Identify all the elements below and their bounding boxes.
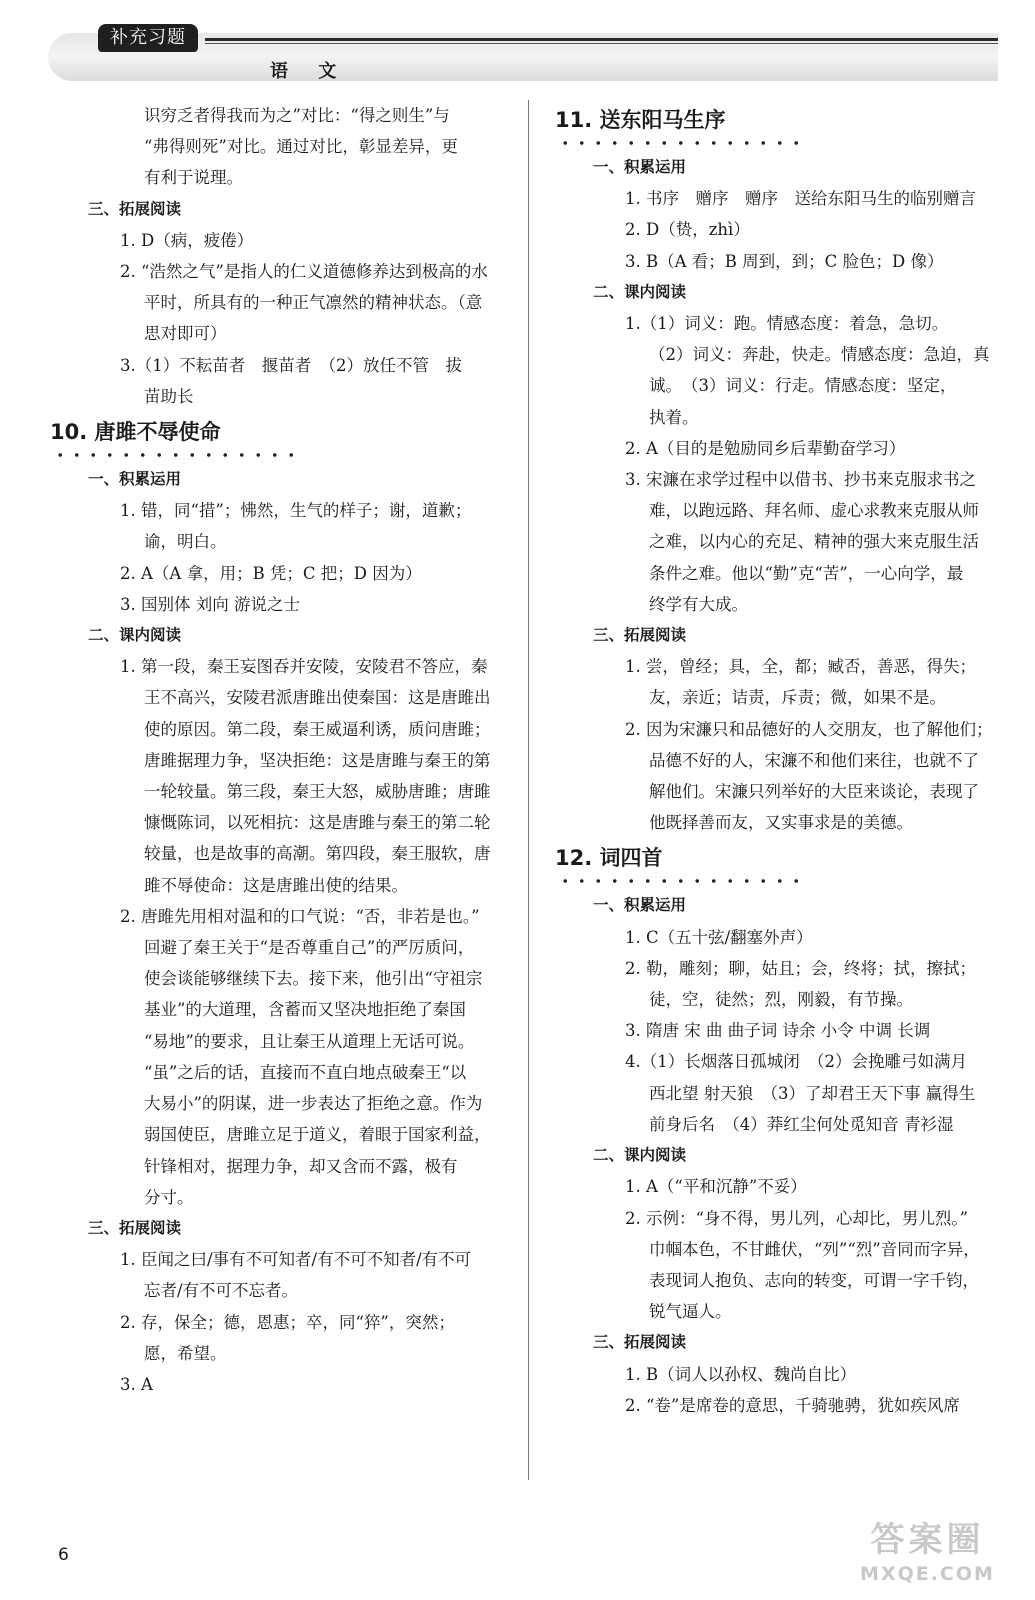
section-heading: 三、拓展阅读 xyxy=(593,1333,687,1352)
lesson-title xyxy=(555,838,1015,890)
answer-line: 谕，明白。 xyxy=(144,532,227,552)
section-heading: 三、拓展阅读 xyxy=(88,199,182,218)
answer-line: 3.（1）不耘苗者 揠苗者 （2）放任不管 拔 xyxy=(120,355,462,375)
answer-line: 西北望 射天狼 （3）了却君王天下事 赢得生 xyxy=(649,1083,976,1103)
answer-line: 锐气逼人。 xyxy=(649,1302,732,1322)
answer-line: 识穷乏者得我而为之”对比：“得之则生”与 xyxy=(144,106,450,125)
lesson-title-text: 11. 送东阳马生序 xyxy=(555,108,726,132)
answer-line: 回避了秦王关于“是否尊重自己”的严厉质问， xyxy=(144,938,475,958)
answer-line: 1. D（病，疲倦） xyxy=(120,230,254,250)
answer-line: 他既择善而友，又实事求是的美德。 xyxy=(649,813,913,833)
answer-line: 基业”的大道理，含蓄而又坚决地拒绝了秦国 xyxy=(144,1000,466,1020)
answer-line: 1. C（五十弦/翻塞外声） xyxy=(625,927,813,947)
section-heading: 三、拓展阅读 xyxy=(593,626,687,645)
answer-line: 针锋相对，据理力争，却又含而不露，极有 xyxy=(144,1156,458,1176)
answer-line: 慷慨陈词，以死相抗：这是唐雎与秦王的第二轮 xyxy=(144,813,491,833)
answer-line: 分寸。 xyxy=(144,1187,194,1207)
answer-line: “易地”的要求，且让秦王从道理上无话可说。 xyxy=(144,1031,475,1051)
answer-line: 有利于说理。 xyxy=(144,168,243,188)
section-heading: 一、积累运用 xyxy=(593,158,687,176)
answer-line: 2. 勒，雕刻；聊，姑且；会，终将；拭，擦拭； xyxy=(625,958,976,978)
answer-line: 之难，以内心的充足、精神的强大来克服生活 xyxy=(649,532,979,552)
right-column xyxy=(555,100,1015,1421)
answer-line: 唐雎据理力争，坚决拒绝：这是唐雎与秦王的第 xyxy=(144,750,491,770)
answer-line: 1. A（“平和沉静”不妥） xyxy=(625,1177,807,1197)
answer-line: “虽”之后的话，直接而不直白地点破秦王“以 xyxy=(144,1062,467,1082)
answer-line: 3. B（A 看；B 周到，到；C 脸色；D 像） xyxy=(625,251,944,271)
answer-line: 3. 国别体 刘向 游说之士 xyxy=(120,594,300,614)
answer-line: 终学有大成。 xyxy=(649,594,748,614)
answer-line: 2. D（贽，zhì） xyxy=(625,220,750,240)
answer-line: 大易小”的阴谋，进一步表达了拒绝之意。作为 xyxy=(144,1094,483,1114)
header-rule xyxy=(205,38,998,41)
section-heading: 三、拓展阅读 xyxy=(88,1218,182,1237)
answer-line: 一轮较量。第三段，秦王大怒，威胁唐雎；唐雎 xyxy=(144,782,491,802)
dotted-underline xyxy=(52,452,302,458)
answer-line: 1. 错，同“措”；怫然，生气的样子；谢，道歉； xyxy=(120,501,472,521)
lesson-title-text: 12. 词四首 xyxy=(555,846,663,871)
answer-line: 较量，也是故事的高潮。第四段，秦王服软，唐 xyxy=(144,844,491,864)
answer-line: 表现词人抱负、志向的转变，可谓一字千钧， xyxy=(649,1270,979,1290)
answer-line: 3. A xyxy=(120,1374,153,1394)
column-divider xyxy=(528,100,529,1480)
answer-line: 解他们。宋濂只列举好的大臣来谈论，表现了 xyxy=(649,782,979,802)
answer-line: 1. 书序 赠序 赠序 送给东阳马生的临别赠言 xyxy=(625,189,976,209)
lesson-title xyxy=(50,412,510,464)
answer-line: 苗助长 xyxy=(144,386,194,406)
dotted-underline xyxy=(557,140,807,146)
answer-line: 4.（1）长烟落日孤城闭 （2）会挽雕弓如满月 xyxy=(625,1052,967,1072)
answer-line: 难，以跑远路、拜名师、虚心求教来克服从师 xyxy=(649,501,979,521)
answer-line: 思对即可） xyxy=(144,324,227,344)
left-column xyxy=(50,100,510,1400)
answer-line: （2）词义：奔赴，快走。情感态度：急迫，真 xyxy=(649,345,990,365)
lesson-title-text: 10. 唐雎不辱使命 xyxy=(50,420,221,445)
answer-line: 使会谈能够继续下去。接下来，他引出“守祖宗 xyxy=(144,969,483,989)
section-heading: 二、课内阅读 xyxy=(593,282,687,301)
header-tab-label: 补充习题 xyxy=(98,24,198,52)
answer-line: 1. B（词人以孙权、魏尚自比） xyxy=(625,1364,857,1384)
page-number: 6 xyxy=(58,1545,69,1565)
answer-line: 巾帼本色，不甘雌伏，“列”“烈”音同而字异， xyxy=(649,1239,980,1259)
answer-line: 弱国使臣，唐雎立足于道义，着眼于国家利益， xyxy=(144,1125,491,1145)
answer-line: 徒，空，徒然；烈，刚毅，有节操。 xyxy=(649,990,913,1010)
section-heading: 一、积累运用 xyxy=(593,896,687,915)
answer-line: 2. “浩然之气”是指人的仁义道德修养达到极高的水 xyxy=(120,262,488,282)
answer-line: 3. 宋濂在求学过程中以借书、抄书来克服求书之 xyxy=(625,470,976,490)
answer-line: 友，亲近；诘责，斥责；微，如果不是。 xyxy=(649,688,946,708)
answer-line: 1.（1）词义：跑。情感态度：着急，急切。 xyxy=(625,314,949,334)
answer-line: “弗得则死”对比。通过对比，彰显差异，更 xyxy=(144,137,458,157)
answer-line: 品德不好的人，宋濂不和他们来往，也就不了 xyxy=(649,750,979,770)
header-rule-thin xyxy=(205,43,998,44)
watermark-logo xyxy=(835,1518,1020,1598)
answer-line: 1. 第一段，秦王妄图吞并安陵，安陵君不答应，秦 xyxy=(120,657,488,677)
answer-line: 2. “卷”是席卷的意思，千骑驰骋，犹如疾风席 xyxy=(625,1395,960,1415)
section-heading: 一、积累运用 xyxy=(88,470,182,489)
answer-line: 2. 示例：“身不得，男儿列，心却比，男儿烈。” xyxy=(625,1208,969,1228)
watermark-url: MXQE.COM xyxy=(860,1563,995,1585)
section-heading: 二、课内阅读 xyxy=(88,626,182,645)
answer-line: 雎不辱使命：这是唐雎出使的结果。 xyxy=(144,875,408,895)
lesson-title xyxy=(555,100,1015,152)
answer-line: 1. 臣闻之曰/事有不可知者/有不可不知者/有不可 xyxy=(120,1250,472,1270)
answer-line: 1. 尝，曾经；具，全，都；臧否，善恶，得失； xyxy=(625,657,976,677)
answer-line: 2. 存，保全；德，恩惠；卒，同“猝”，突然； xyxy=(120,1312,455,1332)
answer-line: 2. 唐雎先用相对温和的口气说：“否，非若是也。” xyxy=(120,906,480,926)
answer-line: 愿，希望。 xyxy=(144,1343,227,1363)
page-header xyxy=(0,0,1035,90)
answer-line: 忘者/有不可不忘者。 xyxy=(144,1281,299,1301)
dotted-underline xyxy=(557,878,807,884)
watermark-text: 答案圈 xyxy=(870,1520,985,1560)
answer-line: 执着。 xyxy=(649,407,699,427)
answer-line: 2. A（目的是勉励同乡后辈勤奋学习） xyxy=(625,438,906,458)
answer-line: 平时，所具有的一种正气凛然的精神状态。（意 xyxy=(144,293,483,313)
answer-line: 王不高兴，安陵君派唐雎出使秦国：这是唐雎出 xyxy=(144,688,491,708)
answer-line: 条件之难。他以“勤”克“苦”，一心向学，最 xyxy=(649,563,964,583)
header-subject: 语 文 xyxy=(270,61,349,82)
section-heading: 二、课内阅读 xyxy=(593,1146,687,1165)
answer-line: 使的原因。第二段，秦王威逼利诱，质问唐雎； xyxy=(144,719,491,739)
answer-line: 前身后名 （4）莽红尘何处觅知音 青衫湿 xyxy=(649,1114,954,1134)
answer-line: 诚。 （3）词义：行走。情感态度：坚定， xyxy=(649,376,957,396)
answer-line: 3. 隋唐 宋 曲 曲子词 诗余 小令 中调 长调 xyxy=(625,1021,931,1041)
answer-line: 2. A（A 拿，用；B 凭；C 把；D 因为） xyxy=(120,563,422,583)
answer-line: 2. 因为宋濂只和品德好的人交朋友，也了解他们； xyxy=(625,719,993,739)
